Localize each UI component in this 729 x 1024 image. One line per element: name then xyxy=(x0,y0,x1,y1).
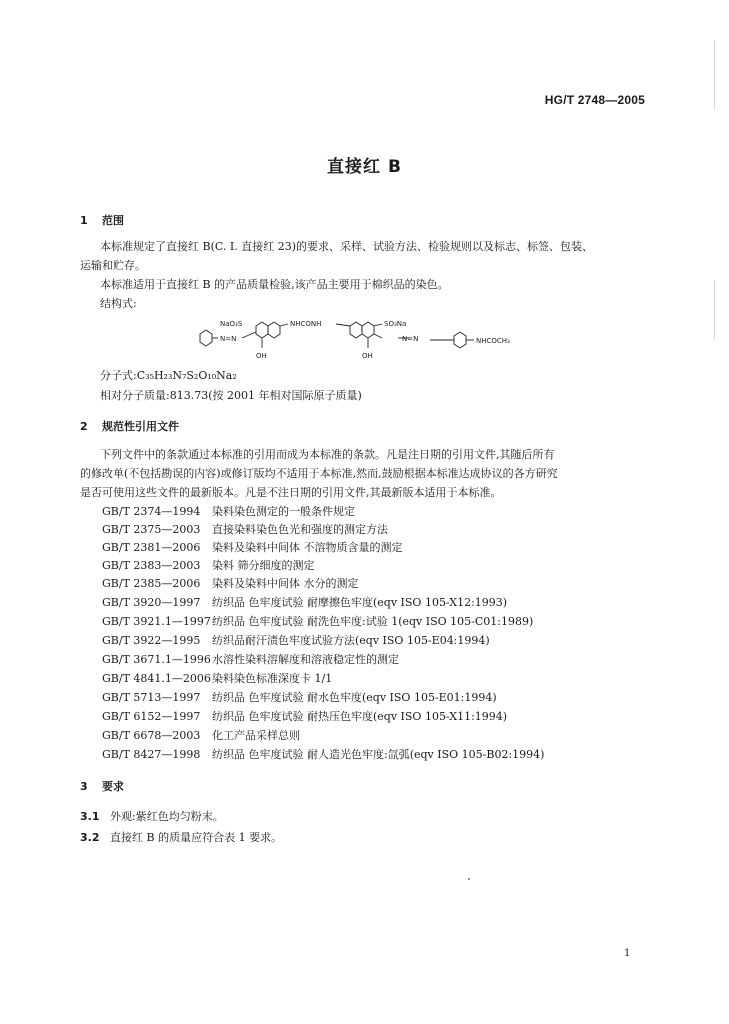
section-number: 1 xyxy=(80,214,88,227)
reference-code: GB/T 2383—2003 xyxy=(102,559,201,572)
reference-title: 纺织品 色牢度试验 耐水色牢度(eqv ISO 105-E01:1994) xyxy=(212,691,497,704)
naphthalene-ring xyxy=(362,322,374,338)
sulfonate-group-right: SO₃Na xyxy=(384,320,407,328)
molecular-weight: 相对分子质量:813.73(按 2001 年相对国际原子质量) xyxy=(100,389,362,402)
reference-code: GB/T 3920—1997 xyxy=(102,596,201,609)
reference-code: GB/T 2375—2003 xyxy=(102,523,201,536)
azo-group-left: N=N xyxy=(220,335,237,343)
sulfonate-group-left: NaO₃S xyxy=(220,320,243,328)
section-1-heading xyxy=(80,212,124,228)
urea-link: NHCONH xyxy=(290,320,322,328)
paragraph-line: 下列文件中的条款通过本标准的引用而成为本标准的条款。凡是注日期的引用文件,其随后所有 xyxy=(100,448,555,461)
clause-text: 外观:紫红色均匀粉末。 xyxy=(110,810,224,823)
requirement-item xyxy=(80,829,282,845)
structure-label: 结构式: xyxy=(100,297,137,310)
reference-code: GB/T 4841.1—2006 xyxy=(102,672,211,685)
reference-item xyxy=(102,539,403,557)
standard-number: HG/T 2748—2005 xyxy=(544,93,645,107)
scan-speck xyxy=(468,878,470,880)
reference-code: GB/T 2374—1994 xyxy=(102,505,201,518)
section-number: 3 xyxy=(80,780,88,793)
reference-code: GB/T 2381—2006 xyxy=(102,541,201,554)
reference-title: 纺织品 色牢度试验 耐摩擦色牢度(eqv ISO 105-X12:1993) xyxy=(212,596,508,609)
azo-group-right: N=N xyxy=(402,335,419,343)
reference-title: 染料及染料中间体 不溶物质含量的测定 xyxy=(212,541,403,554)
reference-item xyxy=(102,503,355,521)
structural-formula xyxy=(190,312,550,362)
reference-title: 纺织品 色牢度试验 耐洗色牢度:试验 1(eqv ISO 105-C01:1989) xyxy=(212,615,534,628)
scan-edge-line xyxy=(714,40,715,110)
reference-code: GB/T 3921.1—1997 xyxy=(102,615,211,628)
naphthalene-ring xyxy=(268,322,280,338)
reference-item xyxy=(102,632,490,650)
reference-title: 染料及染料中间体 水分的测定 xyxy=(212,577,359,590)
reference-item xyxy=(102,689,497,707)
section-title: 范围 xyxy=(102,214,124,227)
reference-title: 纺织品 色牢度试验 耐热压色牢度(eqv ISO 105-X11:1994) xyxy=(212,710,508,723)
molecular-formula: 分子式:C₃₅H₂₃N₇S₂O₁₀Na₂ xyxy=(100,369,237,382)
paragraph-line: 是否可使用这些文件的最新版本。凡是不注日期的引用文件,其最新版本适用于本标准。 xyxy=(80,486,502,499)
reference-title: 水溶性染料溶解度和溶液稳定性的测定 xyxy=(212,653,399,666)
reference-item xyxy=(102,670,332,688)
reference-item xyxy=(102,727,300,745)
reference-code: GB/T 8427—1998 xyxy=(102,748,201,761)
reference-title: 纺织品 色牢度试验 耐人造光色牢度:氙弧(eqv ISO 105-B02:1994) xyxy=(212,748,545,761)
scan-edge-line xyxy=(714,280,715,340)
reference-item xyxy=(102,613,533,631)
benzene-ring xyxy=(200,330,212,346)
reference-item xyxy=(102,594,507,612)
reference-item xyxy=(102,575,359,593)
hydroxyl-group-right: OH xyxy=(362,352,373,360)
reference-title: 染料染色测定的一般条件规定 xyxy=(212,505,355,518)
reference-code: GB/T 2385—2006 xyxy=(102,577,201,590)
section-number: 2 xyxy=(80,420,88,433)
paragraph-line: 的修改单(不包括勘误的内容)或修订版均不适用于本标准,然而,鼓励根据本标准达成协议的各方研究 xyxy=(80,467,558,480)
naphthalene-ring xyxy=(350,322,362,338)
reference-item xyxy=(102,557,315,575)
clause-number: 3.2 xyxy=(80,831,100,844)
section-title: 要求 xyxy=(102,780,124,793)
reference-title: 染料染色标准深度卡 1/1 xyxy=(212,672,333,685)
section-title: 规范性引用文件 xyxy=(102,420,179,433)
benzene-ring xyxy=(454,332,466,348)
hydroxyl-group-left: OH xyxy=(256,352,267,360)
reference-title: 化工产品采样总则 xyxy=(212,729,300,742)
reference-title: 直接染料染色色光和强度的测定方法 xyxy=(212,523,388,536)
reference-title: 染料 筛分细度的测定 xyxy=(212,559,315,572)
reference-item xyxy=(102,651,399,669)
reference-code: GB/T 3671.1—1996 xyxy=(102,653,211,666)
reference-code: GB/T 6152—1997 xyxy=(102,710,201,723)
naphthalene-ring xyxy=(256,322,268,338)
acetamido-group: NHCOCH₃ xyxy=(476,337,510,345)
reference-item xyxy=(102,708,507,726)
section-3-heading xyxy=(80,778,124,794)
document-title: 直接红 B xyxy=(327,157,402,177)
clause-text: 直接红 B 的质量应符合表 1 要求。 xyxy=(110,831,283,844)
paragraph-line: 本标准适用于直接红 B 的产品质量检验,该产品主要用于棉织品的染色。 xyxy=(100,278,449,291)
reference-code: GB/T 3922—1995 xyxy=(102,634,201,647)
reference-item xyxy=(102,746,544,764)
reference-code: GB/T 6678—2003 xyxy=(102,729,201,742)
reference-title: 纺织品耐汗渍色牢度试验方法(eqv ISO 105-E04:1994) xyxy=(212,634,490,647)
reference-code: GB/T 5713—1997 xyxy=(102,691,201,704)
page-number: 1 xyxy=(624,948,631,959)
paragraph-line: 本标准规定了直接红 B(C. I. 直接红 23)的要求、采样、试验方法、检验规则以及标志、标签、包装、 xyxy=(100,240,594,253)
section-2-heading xyxy=(80,418,179,434)
paragraph-line: 运输和贮存。 xyxy=(80,259,146,272)
reference-item xyxy=(102,521,388,539)
clause-number: 3.1 xyxy=(80,810,100,823)
requirement-item xyxy=(80,808,224,824)
